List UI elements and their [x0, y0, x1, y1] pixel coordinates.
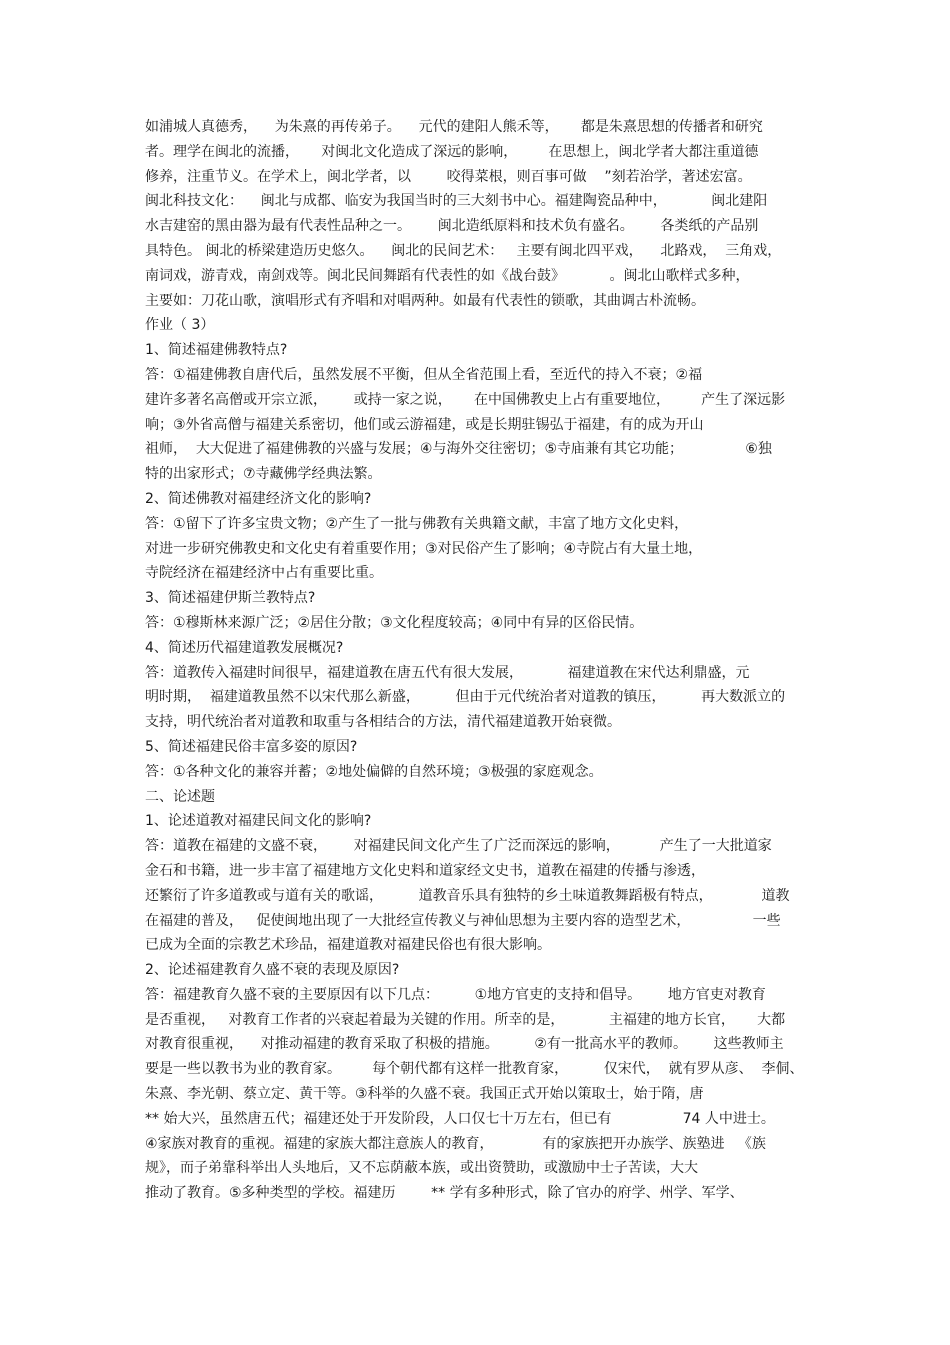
answer-line: 建许多著名高僧或开宗立派， 或持一家之说， 在中国佛教史上占有重要地位， 产生了深远影	[145, 391, 786, 408]
answer-line: 已成为全面的宗教艺术珍品，福建道教对福建民俗也有很大影响。	[145, 937, 551, 954]
text-line: 者。理学在闽北的流播， 对闽北文化造成了深远的影响， 在思想上，闽北学者大都注重道德	[145, 143, 759, 160]
answer-line: 朱熹、李光朝、蔡立定、黄干等。③科举的久盛不衰。我国正式开始以策取士，始于隋，唐	[145, 1086, 704, 1103]
text-line: 南词戏，游青戏，南剑戏等。闽北民间舞蹈有代表性的如《战台鼓》 。闽北山歌样式多种，	[145, 267, 750, 284]
answer-line: 还繁衍了许多道教或与道有关的歌谣， 道教音乐具有独特的乡土味道教舞蹈极有特点， 道教	[145, 887, 790, 904]
answer-line: 要是一些以教书为业的教育家。 每个朝代都有这样一批教育家， 仅宋代， 就有罗从彦、 李侗、	[145, 1061, 804, 1078]
answer-line: 答：①留下了许多宝贵文物；②产生了一批与佛教有关典籍文献，丰富了地方文化史料，	[145, 515, 689, 532]
question-heading: 1、论述道教对福建民间文化的影响?	[145, 813, 372, 830]
question-heading: 5、简述福建民俗丰富多姿的原因?	[145, 738, 358, 755]
question-heading: 3、简述福建伊斯兰教特点?	[145, 590, 316, 607]
answer-line: 在福建的普及， 促使闽地出现了一大批经宣传教义与神仙思想为主要内容的造型艺术， 一些	[145, 912, 781, 929]
text-line: 修养，注重节义。在学术上，闽北学者，以 咬得菜根，则百事可做 ”刻若治学，著述宏富。	[145, 168, 752, 185]
answer-line: 支持，明代统治者对道教和取重与各相结合的方法，清代福建道教开始衰微。	[145, 714, 621, 731]
answer-line: 答：①福建佛教自唐代后，虽然发展不平衡，但从全省范围上看，至近代的持入不衰；②福	[145, 366, 703, 383]
question-heading: 2、简述佛教对福建经济文化的影响?	[145, 490, 372, 507]
section-heading: 作业（ 3）	[145, 317, 215, 334]
answer-line: 推动了教育。⑤多种类型的学校。福建历 ** 学有多种形式，除了官办的府学、州学、军学、	[145, 1185, 744, 1202]
answer-line: 答：道教传入福建时间很早，福建道教在唐五代有很大发展， 福建道教在宋代达利鼎盛，元	[145, 664, 750, 681]
text-line: 水吉建窑的黑由器为最有代表性品种之一。 闽北造纸原料和技术负有盛名。 各类纸的产品别	[145, 218, 759, 235]
document-body	[145, 115, 810, 1206]
answer-line: 规》，而子弟靠科举出人头地后，又不忘荫蔽本族，或出资赞助，或激励中士子苦读，大大	[145, 1160, 698, 1177]
answer-line: ④家族对教育的重视。福建的家族大都注意族人的教育， 有的家族把开办族学、族塾进 《族	[145, 1135, 766, 1152]
answer-line: ** 始大兴，虽然唐五代；福建还处于开发阶段，人口仅七十万左右，但已有 74 人中进士。	[145, 1110, 775, 1127]
text-line: 闽北科技文化： 闽北与成都、临安为我国当时的三大刻书中心。福建陶瓷品种中， 闽北建阳	[145, 193, 768, 210]
answer-line: 答：①穆斯林来源广泛；②居住分散；③文化程度较高；④同中有异的区俗民情。	[145, 614, 644, 631]
question-heading: 4、简述历代福建道教发展概况?	[145, 639, 344, 656]
text-line: 主要如：刀花山歌，演唱形式有齐唱和对唱两种。如最有代表性的锁歌，其曲调古朴流畅。	[145, 292, 705, 309]
answer-line: 特的出家形式；⑦寺藏佛学经典法繁。	[145, 466, 382, 483]
answer-line: 寺院经济在福建经济中占有重要比重。	[145, 565, 383, 582]
section-heading: 二、论述题	[145, 788, 215, 805]
answer-line: 是否重视， 对教育工作者的兴衰起着最为关键的作用。所幸的是， 主福建的地方长官， 大都	[145, 1011, 786, 1028]
text-line: 如浦城人真德秀， 为朱熹的再传弟子。 元代的建阳人熊禾等， 都是朱熹思想的传播者和研究	[145, 119, 763, 135]
answer-line: 答：福建教育久盛不衰的主要原因有以下几点： ①地方官吏的支持和倡导。 地方官吏对教育	[145, 986, 766, 1003]
answer-line: 对进一步研究佛教史和文化史有着重要作用；③对民俗产生了影响；④寺院占有大量土地，	[145, 540, 703, 557]
answer-line: 金石和书籍，进一步丰富了福建地方文化史料和道家经文史书，道教在福建的传播与渗透，	[145, 862, 705, 879]
question-heading: 2、论述福建教育久盛不衰的表现及原因?	[145, 962, 400, 979]
answer-line: 答：①各种文化的兼容并蓄；②地处偏僻的自然环境；③极强的家庭观念。	[145, 763, 603, 780]
question-heading: 1、简述福建佛教特点?	[145, 342, 288, 359]
answer-line: 明时期， 福建道教虽然不以宋代那么新盛， 但由于元代统治者对道教的镇压， 再大数派立的	[145, 689, 786, 706]
answer-line: 祖师， 大大促进了福建佛教的兴盛与发展；④与海外交往密切；⑤寺庙兼有其它功能； ⑥独	[145, 441, 772, 458]
answer-line: 响；③外省高僧与福建关系密切，他们或云游福建，或是长期驻锡弘于福建，有的成为开山	[145, 416, 704, 433]
answer-line: 对教育很重视， 对推动福建的教育采取了积极的措施。 ②有一批高水平的教师。 这些教师主	[145, 1036, 784, 1053]
text-line: 具特色。 闽北的桥梁建造历史悠久。 闽北的民间艺术： 主要有闽北四平戏， 北路戏， 三角戏，	[145, 242, 782, 259]
answer-line: 答：道教在福建的文盛不衰， 对福建民间文化产生了广泛而深远的影响， 产生了一大批道家	[145, 838, 772, 855]
